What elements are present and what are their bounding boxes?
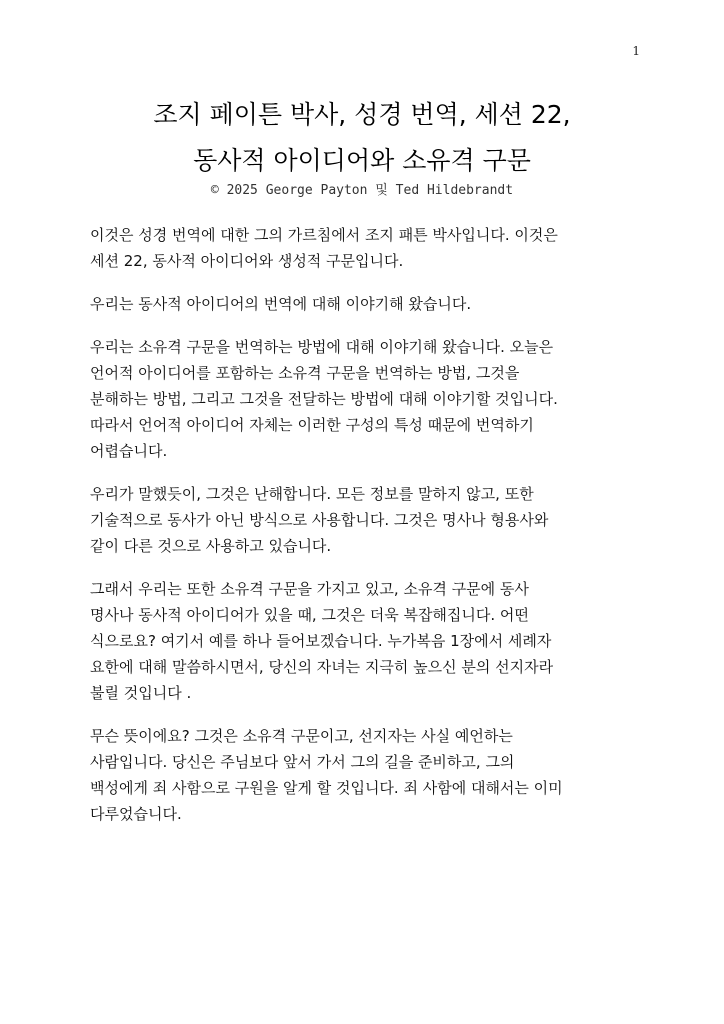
title-line-1: 조지 페이튼 박사, 성경 번역, 세션 22, xyxy=(153,100,571,129)
paragraph xyxy=(90,222,655,274)
paragraph-line: 백성에게 죄 사함으로 구원을 알게 할 것입니다. 죄 사함에 대해서는 이미 xyxy=(90,779,563,797)
paragraph-line: 따라서 언어적 아이디어 자체는 이러한 구성의 특성 때문에 번역하기 xyxy=(90,416,534,434)
paragraph-line: 다루었습니다. xyxy=(90,805,182,823)
paragraph-line: 무슨 뜻이에요? 그것은 소유격 구문이고, 선지자는 사실 예언하는 xyxy=(90,727,513,745)
paragraph-line: 우리는 소유격 구문을 번역하는 방법에 대해 이야기해 왔습니다. 오늘은 xyxy=(90,338,554,356)
paragraph-line: 언어적 아이디어를 포함하는 소유격 구문을 번역하는 방법, 그것을 xyxy=(90,364,520,382)
paragraph-line: 사람입니다. 당신은 주님보다 앞서 가서 그의 길을 준비하고, 그의 xyxy=(90,753,515,771)
document-body xyxy=(90,222,655,844)
paragraph-line: 그래서 우리는 또한 소유격 구문을 가지고 있고, 소유격 구문에 동사 xyxy=(90,580,529,598)
copyright-notice: © 2025 George Payton 및 Ted Hildebrandt xyxy=(210,183,514,198)
page-title xyxy=(40,92,684,184)
paragraph xyxy=(90,334,655,464)
paragraph xyxy=(90,481,655,559)
paragraph-line: 식으로요? 여기서 예를 하나 들어보겠습니다. 누가복음 1장에서 세례자 xyxy=(90,632,552,650)
paragraph xyxy=(90,576,655,706)
title-line-2: 동사적 아이디어와 소유격 구문 xyxy=(193,146,531,175)
paragraph-line: 어렵습니다. xyxy=(90,442,168,460)
paragraph-line: 분해하는 방법, 그리고 그것을 전달하는 방법에 대해 이야기할 것입니다. xyxy=(90,390,558,408)
paragraph-line: 우리는 동사적 아이디어의 번역에 대해 이야기해 왔습니다. xyxy=(90,295,472,313)
paragraph-line: 명사나 동사적 아이디어가 있을 때, 그것은 더욱 복잡해집니다. 어떤 xyxy=(90,606,529,624)
paragraph xyxy=(90,723,655,827)
paragraph-line: 세션 22, 동사적 아이디어와 생성적 구문입니다. xyxy=(90,252,404,270)
paragraph-line: 불릴 것입니다 . xyxy=(90,684,192,702)
paragraph-line: 같이 다른 것으로 사용하고 있습니다. xyxy=(90,537,332,555)
paragraph xyxy=(90,291,655,317)
paragraph-line: 이것은 성경 번역에 대한 그의 가르침에서 조지 패튼 박사입니다. 이것은 xyxy=(90,226,558,244)
paragraph-line: 요한에 대해 말씀하시면서, 당신의 자녀는 지극히 높으신 분의 선지자라 xyxy=(90,658,554,676)
paragraph-line: 기술적으로 동사가 아닌 방식으로 사용합니다. 그것은 명사나 형용사와 xyxy=(90,511,549,529)
page-number: 1 xyxy=(632,44,640,58)
paragraph-line: 우리가 말했듯이, 그것은 난해합니다. 모든 정보를 말하지 않고, 또한 xyxy=(90,485,534,503)
